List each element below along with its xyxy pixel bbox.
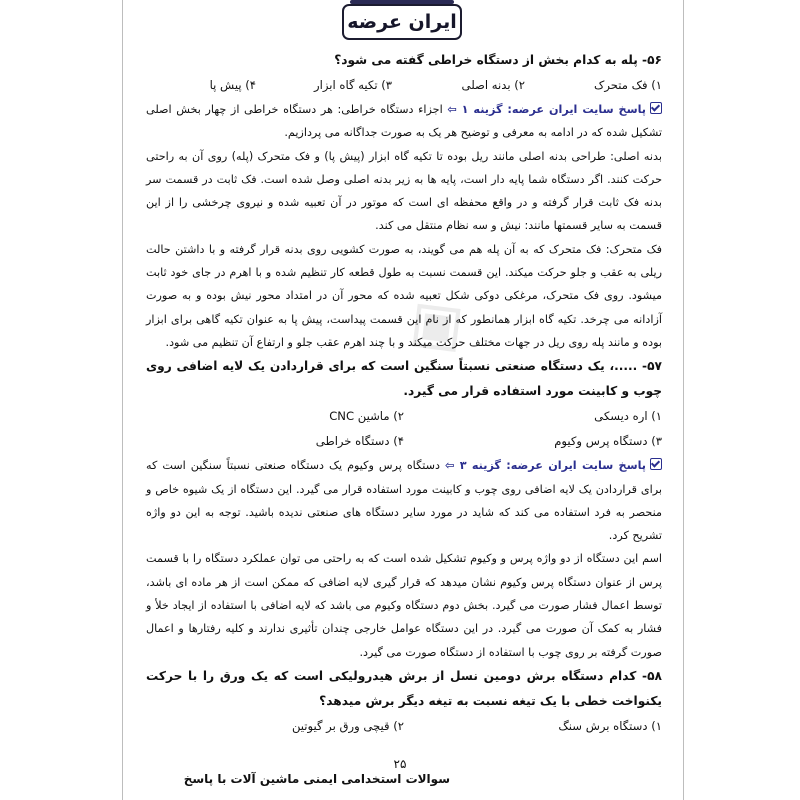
- q58-option-1: ۱) دستگاه برش سنگ: [558, 718, 662, 733]
- question-56: ۵۶- پله به کدام بخش از دستگاه خراطی گفته می شود؟: [334, 53, 662, 67]
- site-logo: [342, 4, 462, 40]
- checkbox-icon: [650, 458, 662, 470]
- q56-paragraph-2: فک متحرک: فک متحرک که به آن پله هم می گویند، به صورت کشویی روی بدنه قرار گرفته و با داشتن حالت ریلی به عقب و جلو حرکت میکند. این قسمت نسبت به طول قطعه کار تنظیم شده و با اهرم در جای خود ثابت میشود. روی فک متحرک، مرغکی دوکی شکل تعبیه شده که محور آن در امتداد محور نیش بوده و به صورت آزادانه می چرخد. تکیه گاه ابزار همانطور که از نام این قسمت پیداست، پیش پا به عنوان تکیه گاهی برای ابزار بوده و مانند پله روی ریل در جهات مختلف حرکت میکند و با چند اهرم عقب جلو و ارتفاع آن تنظیم می شود.: [146, 242, 662, 349]
- q57-answer-tag: پاسخ سایت ایران عرضه: گزینه ۳ ⇦: [445, 459, 646, 473]
- q58-option-2: ۲) قیچی ورق بر گیوتین: [291, 718, 404, 733]
- q56-answer-tag: پاسخ سایت ایران عرضه: گزینه ۱ ⇦: [447, 103, 646, 116]
- q57-option-4: ۴) دستگاه خراطی: [315, 434, 404, 449]
- question-56-options: [146, 73, 662, 98]
- q57-option-3: ۳) دستگاه پرس وکیوم: [554, 434, 662, 449]
- q56-answer-text: اجزاء دستگاه خراطی: هر دستگاه خراطی از چهار بخش اصلی تشکیل شده که در ادامه به معرفی و توضیح هر یک به صورت جداگانه می پردازیم.: [146, 103, 662, 140]
- watermark: ◈: [379, 266, 486, 379]
- q56-paragraph-1: بدنه اصلی: طراحی بدنه اصلی مانند ریل بوده تا تکیه گاه ابزار (پیش پا) و فک متحرک (پله) روی آن به راحتی حرکت کنند. اگر دستگاه شما پایه دار است، پایه ها به زیر بدنه اصلی وصل شده است. فک ثابت در قسمت سر بدنه فک ثابت قرار گرفته و در واقع محفظه ای است که موتور در آن تعبیه شده و نیروی چرخشی را از این قسمت به سایر قسمتها مانند: نیش و سه نظام منتقل می کند.: [146, 149, 662, 233]
- page-footer: سوالات استخدامی ایمنی ماشین آلات با پاسخ: [183, 772, 450, 786]
- question-57: ۵۷- .....، یک دستگاه صنعتی نسبتاً سنگین است که برای قراردادن یک لایه اضافی روی چوب و کابینت مورد استفاده قرار می گیرد.: [146, 359, 662, 399]
- logo-bar: [350, 0, 454, 4]
- q57-option-2: ۲) ماشین CNC: [329, 409, 404, 424]
- q57-paragraph-1: اسم این دستگاه از دو واژه پرس و وکیوم تشکیل شده است که به راحتی می توان عملکرد دستگاه را با قسمت پرس از عنوان دستگاه پرس وکیوم نشان میدهد که قرار گیری لایه اضافی که ممکن است از هر ماده ای باشد، توسط اعمال فشار صورت می گیرد. بخش دوم دستگاه وکیوم می باشد که لایه اضافی با استفاده از ایجاد خلأ و فشار به کمک آن صورت می گیرد. در این دستگاه عوامل خارجی چندان تأثیری ندارند و کلیه رفتارها و اعمال صورت گرفته بر روی چوب با استفاده از دستگاه صورت می گیرد.: [146, 552, 662, 659]
- q56-answer: [146, 98, 662, 145]
- question-58: ۵۸- کدام دستگاه برش دومین نسل از برش هیدرولیکی است که یک ورق را با حرکت یکنواخت خطی با یک تیغه نسبت به تیغه دیگر برش میدهد؟: [146, 668, 662, 708]
- q56-option-1: ۱) فک متحرک: [593, 78, 662, 92]
- q56-option-2: ۲) بدنه اصلی: [461, 78, 525, 92]
- q56-option-4: ۴) پیش پا: [209, 78, 256, 92]
- checkbox-icon: [650, 102, 662, 114]
- page-content: [146, 48, 662, 739]
- question-57-options: [146, 404, 662, 454]
- logo-text: ایران عرضه: [347, 11, 457, 33]
- question-58-options: [146, 714, 662, 739]
- q57-answer: [146, 454, 662, 547]
- q57-option-1: ۱) اره دیسکی: [594, 409, 662, 424]
- q56-option-3: ۳) تکیه گاه ابزار: [314, 78, 392, 92]
- page-number: ۲۵: [393, 757, 407, 771]
- q57-answer-text: دستگاه پرس وکیوم یک دستگاه صنعتی نسبتاً سنگین است که برای قراردادن یک لایه اضافی روی چوب و کابینت مورد استفاده قرار می گیرد. این دستگاه از یک شیوه خاص و منحصر به فرد استفاده می کند که شاید در مورد سایر دستگاه های صنعتی ندیده باشید. توجه به این دو واژه تشریح کرد.: [146, 459, 662, 543]
